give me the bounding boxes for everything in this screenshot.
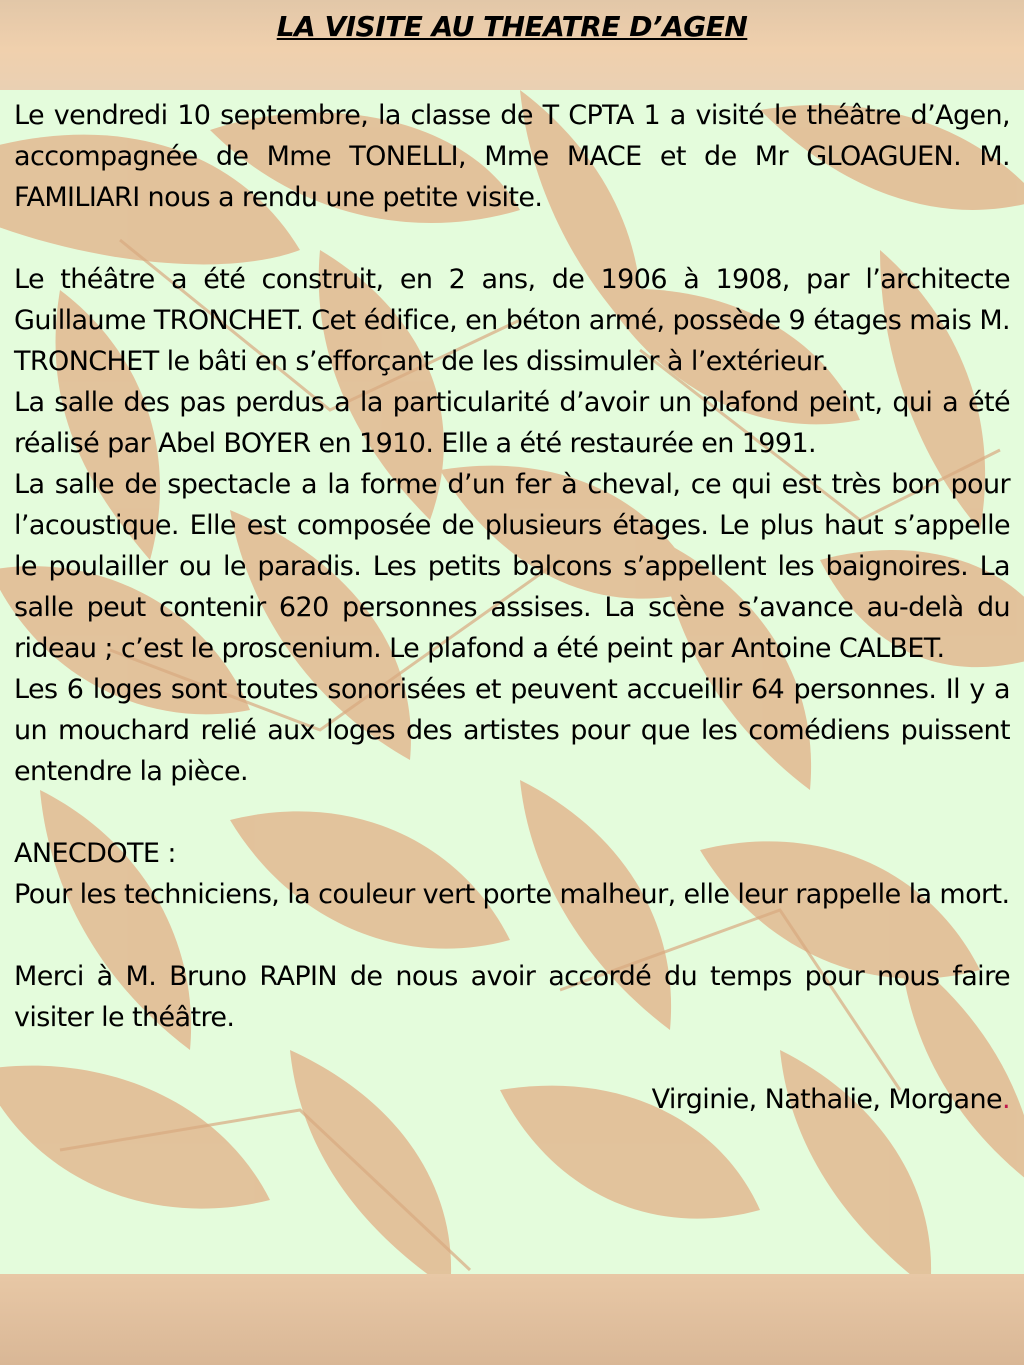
signature-period: .: [1002, 1084, 1010, 1115]
paragraph-construction: Le théâtre a été construit, en 2 ans, de 1906 à 1908, par l’architecte Guillaume TRONCHET. Cet édifice, en béton armé, possède 9 étages mais M. TRONCHET le bâti en s’efforçant de les dissimuler à l’extérieur.: [14, 264, 1010, 377]
signature: [14, 1079, 1010, 1120]
anecdote-heading: ANECDOTE :: [14, 838, 176, 869]
paragraph-salle-spectacle: La salle de spectacle a la forme d’un fer à cheval, ce qui est très bon pour l’acoustique. Elle est composée de plusieurs étages. Le plus haut s’appelle le poulailler ou le paradis. Les petits balcons s’appellent les baignoires. La salle peut contenir 620 personnes assises. La scène s’avance au-delà du rideau ; c’est le proscenium. Le plafond a été peint par Antoine CALBET.: [14, 469, 1010, 664]
spacer: [14, 792, 1010, 833]
signature-names: Virginie, Nathalie, Morgane: [651, 1084, 1003, 1115]
paragraph-salle-pas-perdus: La salle des pas perdus a la particularité d’avoir un plafond peint, qui a été réalisé par Abel BOYER en 1910. Elle a été restaurée en 1991.: [14, 387, 1010, 459]
article-body: [14, 95, 1010, 1120]
thanks-paragraph: Merci à M. Bruno RAPIN de nous avoir accordé du temps pour nous faire visiter le théâtre.: [14, 961, 1010, 1033]
anecdote-text: Pour les techniciens, la couleur vert porte malheur, elle leur rappelle la mort.: [14, 879, 1010, 910]
paragraph-loges: Les 6 loges sont toutes sonorisées et peuvent accueillir 64 personnes. Il y a un mouchard relié aux loges des artistes pour que les comédiens puissent entendre la pièce.: [14, 674, 1010, 787]
spacer: [14, 915, 1010, 956]
spacer: [14, 218, 1010, 259]
paragraph-intro: Le vendredi 10 septembre, la classe de T CPTA 1 a visité le théâtre d’Agen, accompagnée de Mme TONELLI, Mme MACE et de Mr GLOAGUEN. M. FAMILIARI nous a rendu une petite visite.: [14, 100, 1010, 213]
spacer: [14, 1038, 1010, 1079]
document-title: LA VISITE AU THEATRE D’AGEN: [276, 10, 748, 43]
bottom-band: [0, 1274, 1024, 1365]
